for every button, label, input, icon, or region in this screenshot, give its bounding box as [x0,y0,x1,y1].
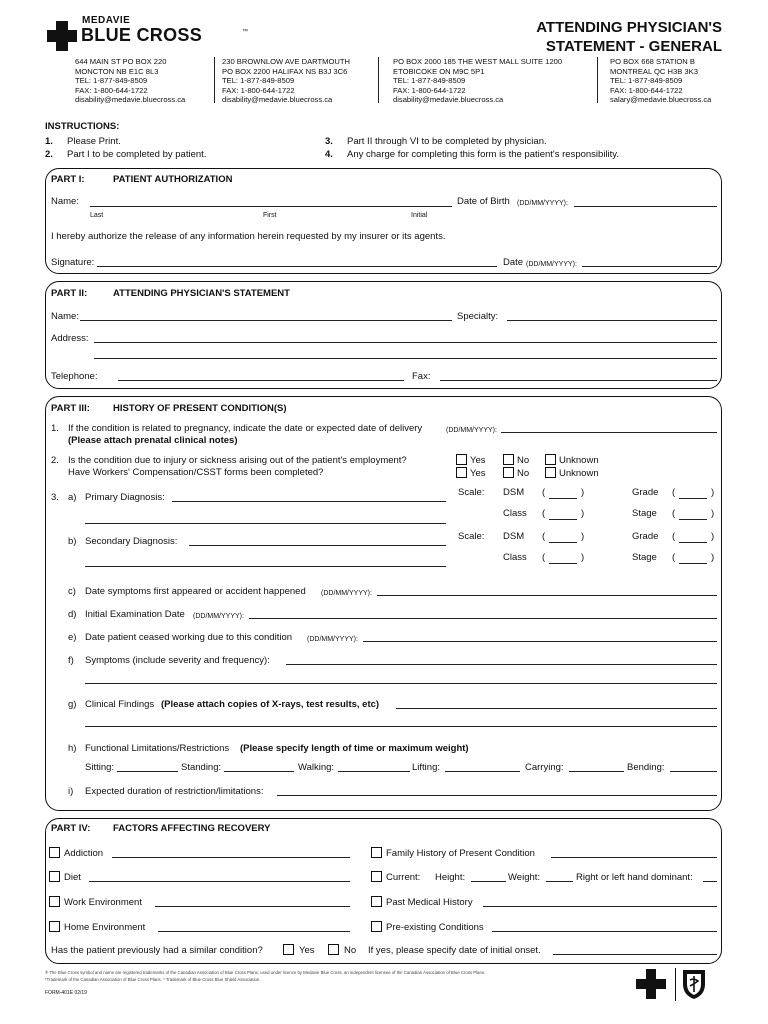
wcb-no-checkbox[interactable] [503,467,514,478]
symptoms-date-field[interactable] [377,595,717,596]
home-environment-field[interactable] [158,931,350,932]
trademark-notice-2: *Trademark of the Canadian Association of Blue Cross Plans. * Trademark of Blue Cross Blue Shield Association. [45,977,261,982]
wcb-unknown-checkbox[interactable] [545,467,556,478]
physician-name-field[interactable] [80,320,452,321]
brand-top: MEDAVIE [82,15,131,26]
date-of-birth-field[interactable] [574,206,717,207]
pregnancy-question: If the condition is related to pregnancy, indicate the date or expected date of delivery [68,423,423,434]
secondary-class-field[interactable] [549,563,577,564]
past-medical-history-checkbox[interactable] [371,896,382,907]
diet-field[interactable] [89,881,350,882]
standing-field[interactable] [224,771,294,772]
secondary-diagnosis-field[interactable] [189,545,446,546]
dominant-hand-field[interactable] [703,881,717,882]
form-number: FORM-401E 02/19 [45,990,87,996]
blue-shield-icon [681,968,707,1000]
trademark-notice: ® The Blue Cross symbol and name are registered trademarks of the Canadian Association of Blue Cross Plans, used under licence by Medavie Blue Cross, an independent licensee of the Canadian Association of Blue Cross Plans. [45,970,486,975]
employment-no-checkbox[interactable] [503,454,514,465]
family-history-checkbox[interactable] [371,847,382,858]
address-etobicoke: PO BOX 2000 185 THE WEST MALL SUITE 1200 ETOBICOKE ON M9C 5P1 TEL: 1-877-849-8509 FAX: 1-800-644-1722 disability@medavie.bluecross.ca [393,57,563,105]
primary-diagnosis-field[interactable] [172,501,446,502]
similar-no-checkbox[interactable] [328,944,339,955]
bending-field[interactable] [670,771,717,772]
address-montreal: PO BOX 668 STATION B MONTREAL QC H3B 3K3 TEL: 1-877-849-8509 FAX: 1-800-644-1722 salary@medavie.bluecross.ca [610,57,712,105]
lifting-field[interactable] [445,771,520,772]
diet-checkbox[interactable] [49,871,60,882]
part3-title: HISTORY OF PRESENT CONDITION(S) [113,403,287,414]
work-environment-field[interactable] [155,906,350,907]
instruction-2: Part I to be completed by patient. [67,149,207,160]
preexisting-conditions-checkbox[interactable] [371,921,382,932]
walking-field[interactable] [338,771,410,772]
work-environment-checkbox[interactable] [49,896,60,907]
home-environment-checkbox[interactable] [49,921,60,932]
authorization-text: I hereby authorize the release of any information herein requested by my insurer or its agents. [51,231,446,242]
fax-field[interactable] [440,380,717,381]
wcb-question: Have Workers' Compensation/CSST forms been completed? [68,467,324,478]
addiction-checkbox[interactable] [49,847,60,858]
preexisting-conditions-field[interactable] [492,931,717,932]
part4-title: FACTORS AFFECTING RECOVERY [113,823,271,834]
similar-yes-checkbox[interactable] [283,944,294,955]
employment-yes-checkbox[interactable] [456,454,467,465]
carrying-field[interactable] [569,771,624,772]
primary-class-field[interactable] [549,519,577,520]
ceased-work-date-field[interactable] [363,641,717,642]
telephone-field[interactable] [118,380,404,381]
form-title-line1: ATTENDING PHYSICIAN'S [536,19,722,36]
part1-title: PATIENT AUTHORIZATION [113,174,233,185]
clinical-findings-field[interactable] [396,708,717,709]
primary-stage-field[interactable] [679,519,707,520]
specialty-field[interactable] [507,320,717,321]
similar-condition-question: Has the patient previously had a similar condition? [51,945,263,956]
form-title-line2: STATEMENT - GENERAL [545,38,722,55]
primary-diagnosis-field-2[interactable] [85,523,446,524]
secondary-stage-field[interactable] [679,563,707,564]
instruction-4: Any charge for completing this form is the patient's responsibility. [347,149,619,160]
brand-name: BLUE CROSS [81,25,203,45]
instruction-1: Please Print. [67,136,121,147]
wcb-yes-checkbox[interactable] [456,467,467,478]
addiction-field[interactable] [112,857,350,858]
weight-field[interactable] [546,881,573,882]
address-field-2[interactable] [94,358,717,359]
symptoms-field-2[interactable] [85,683,717,684]
instructions-heading: INSTRUCTIONS: [45,121,120,132]
employment-unknown-checkbox[interactable] [545,454,556,465]
symptoms-field[interactable] [286,664,717,665]
patient-name-field[interactable] [90,206,452,207]
height-field[interactable] [471,881,506,882]
secondary-grade-field[interactable] [679,542,707,543]
address-moncton: 644 MAIN ST PO BOX 220 MONCTON NB E1C 8L3 TEL: 1-877-849-8509 FAX: 1-800-644-1722 disability@medavie.bluecross.ca [75,57,186,105]
duration-field[interactable] [277,795,717,796]
secondary-dsm-field[interactable] [549,542,577,543]
signature-date-field[interactable] [582,266,717,267]
delivery-date-field[interactable] [501,432,717,433]
address-field-1[interactable] [94,342,717,343]
signature-field[interactable] [97,266,497,267]
instruction-3: Part II through VI to be completed by physician. [347,136,547,147]
address-dartmouth: 230 BROWNLOW AVE DARTMOUTH PO BOX 2200 HALIFAX NS B3J 3C6 TEL: 1-877-849-8509 FAX: 1-800-644-1722 disability@medavie.bluecross.ca [222,57,350,105]
secondary-diagnosis-field-2[interactable] [85,566,446,567]
family-history-field[interactable] [551,857,717,858]
clinical-findings-field-2[interactable] [85,726,717,727]
onset-date-field[interactable] [553,954,717,955]
primary-dsm-field[interactable] [549,498,577,499]
part4-section [45,818,722,964]
employment-question: Is the condition due to injury or sickness arising out of the patient's employment? [68,455,407,466]
primary-grade-field[interactable] [679,498,707,499]
past-medical-history-field[interactable] [483,906,717,907]
sitting-field[interactable] [117,771,178,772]
initial-exam-date-field[interactable] [249,618,717,619]
part2-title: ATTENDING PHYSICIAN'S STATEMENT [113,288,290,299]
current-checkbox[interactable] [371,871,382,882]
